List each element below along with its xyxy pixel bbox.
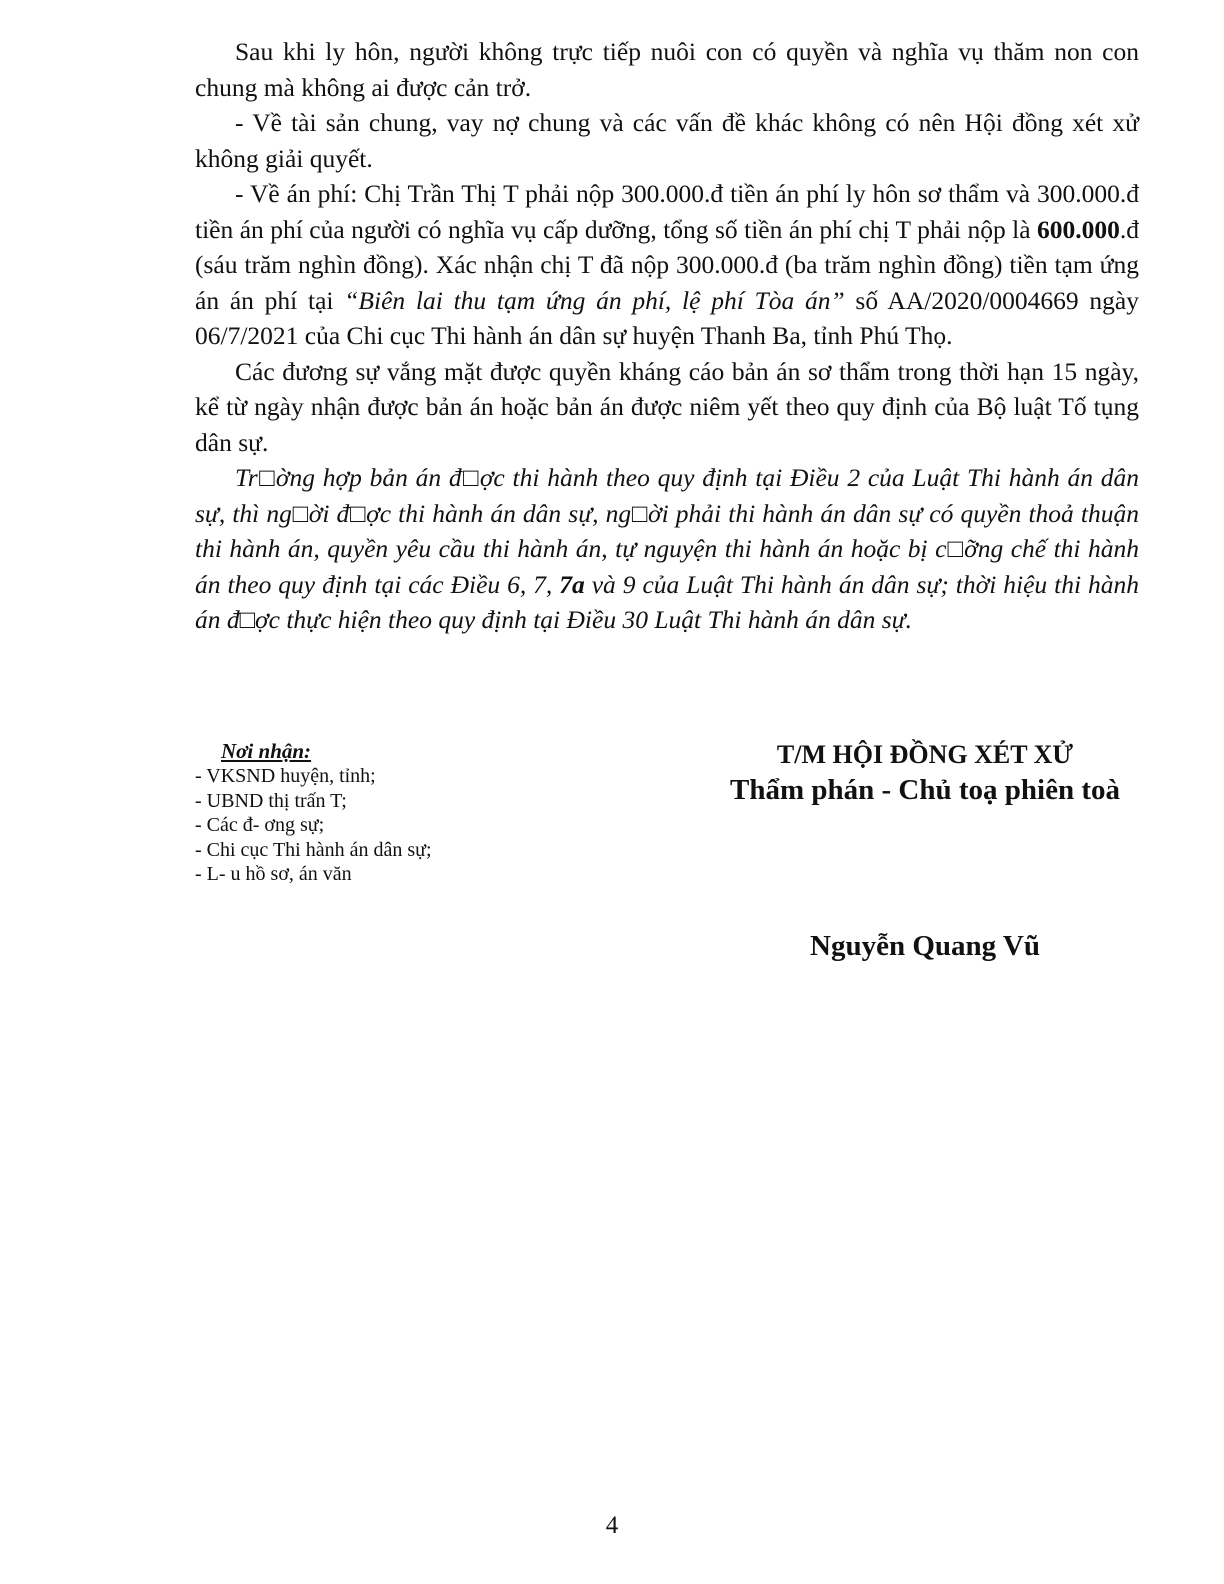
recipient-item: - Chi cục Thi hành án dân sự; [195, 838, 432, 861]
court-fees-text-3: số AA/2020/0004669 ngày 06/7/2021 của Chi cục Thi hành án dân sự huyện Thanh Ba, tỉnh Phú Thọ. [195, 285, 1139, 350]
enforcement-text-1: Tr□ờng hợp bản án đ□ợc thi hành theo quy định tại Điều 2 của Luật Thi hành án dân sự, thì ng□ời đ□ợc thi hành án dân sự, ng□ời phải thi hành án dân sự có quyền thoả thuận thi hành án, quyền yêu cầu thi hành án, tự nguyện thi hành án hoặc bị c□ỡng chế thi hành án theo quy định tại các Điều 6, 7, [195, 463, 1139, 599]
recipient-item: - L- u hồ sơ, án văn [195, 863, 352, 885]
receipt-title: “Biên lai thu tạm ứng án phí, lệ phí Tòa án” [344, 285, 845, 315]
recipient-item: - UBND thị trấn T; [195, 789, 347, 812]
court-fees-text-2: .đ (sáu trăm nghìn đồng). Xác nhận chị T đã nộp 300.000.đ (ba trăm nghìn đồng) tiền tạm ứng án án phí tại [195, 214, 1139, 315]
paragraph-enforcement [195, 460, 1139, 638]
paragraph-court-fees [195, 176, 1139, 354]
court-fees-text-1: - Về án phí: Chị Trần Thị T phải nộp 300.000.đ tiền án phí ly hôn sơ thẩm và 300.000.đ tiền án phí của người có nghĩa vụ cấp dưỡng, tổng số tiền án phí chị T phải nộp là [195, 179, 1139, 244]
document-body [195, 34, 1139, 638]
article-7a: 7a [559, 569, 585, 599]
enforcement-text-2: và 9 của Luật Thi hành án dân sự; thời hiệu thi hành án đ□ợc thực hiện theo quy định tại Điều 30 Luật Thi hành án dân sự. [195, 569, 1139, 634]
recipients-block [195, 738, 595, 887]
paragraph-common-property: - Về tài sản chung, vay nợ chung và các vấn đề khác không có nên Hội đồng xét xử không giải quyết. [195, 108, 1139, 173]
signature-block [695, 738, 1155, 964]
paragraph-visitation-rights: Sau khi ly hôn, người không trực tiếp nuôi con có quyền và nghĩa vụ thăm non con chung mà không ai được cản trở. [195, 37, 1139, 102]
document-footer [195, 738, 1139, 978]
signer-name: Nguyễn Quang Vũ [810, 930, 1040, 962]
signature-council: T/M HỘI ĐỒNG XÉT XỬ [776, 740, 1074, 769]
recipient-item: - Các đ- ơng sự; [195, 814, 325, 836]
signature-role: Thẩm phán - Chủ toạ phiên toà [730, 774, 1120, 806]
total-fee-amount: 600.000 [1037, 214, 1120, 244]
recipients-title: Nơi nhận: [221, 739, 312, 763]
paragraph-appeal-rights: Các đương sự vắng mặt được quyền kháng cáo bản án sơ thẩm trong thời hạn 15 ngày, kể từ ngày nhận được bản án hoặc bản án được niêm yết theo quy định của Bộ luật Tố tụng dân sự. [195, 356, 1139, 457]
page-number: 4 [605, 1512, 619, 1539]
recipient-item: - VKSND huyện, tỉnh; [195, 765, 376, 787]
